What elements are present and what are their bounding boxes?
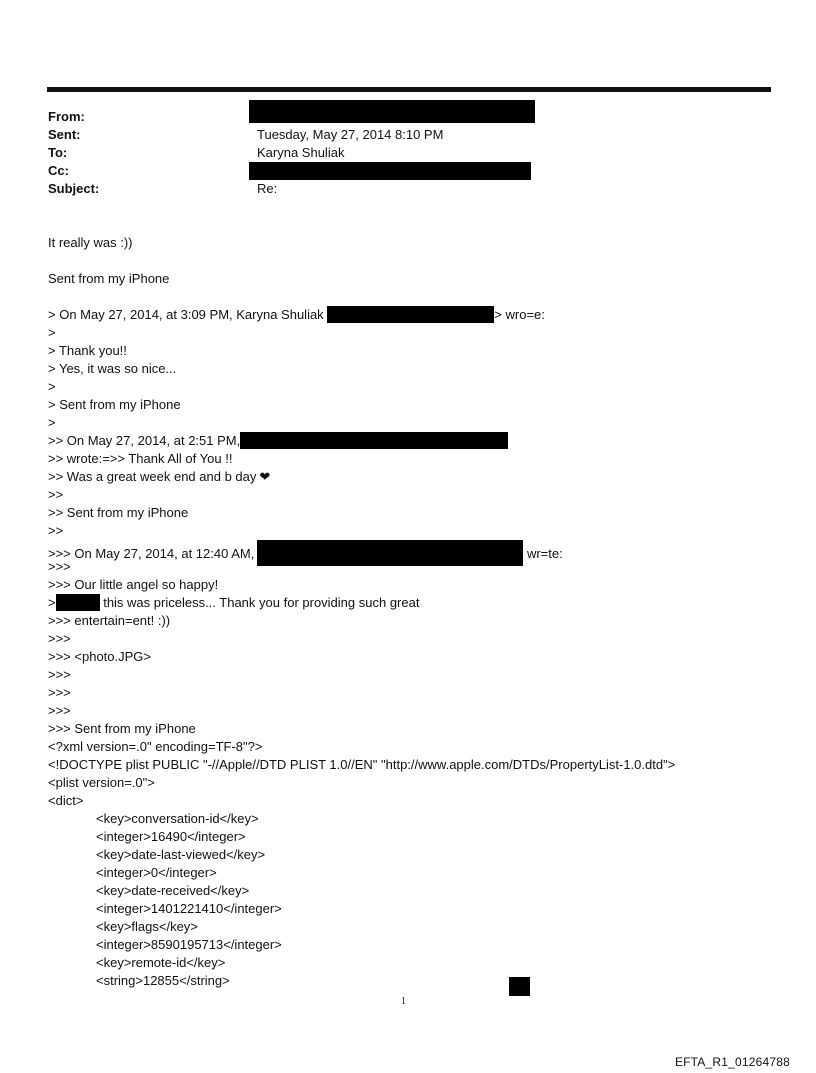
to-label: To: bbox=[48, 145, 68, 160]
header-rule bbox=[47, 87, 771, 92]
quote-line: >>> bbox=[48, 559, 71, 574]
quote-line: >> Sent from my iPhone bbox=[48, 505, 189, 520]
xml-line: <key>remote-id</key> bbox=[96, 955, 226, 970]
quote-line: >>> bbox=[48, 703, 71, 718]
xml-line: <key>date-received</key> bbox=[96, 883, 250, 898]
quote-line: >> bbox=[48, 523, 64, 538]
xml-line: <?xml version=.0" encoding=TF-8"?> bbox=[48, 739, 263, 754]
quote-line: >>> bbox=[48, 685, 71, 700]
xml-line: <key>date-last-viewed</key> bbox=[96, 847, 266, 862]
quote-line: >> bbox=[48, 487, 64, 502]
quote-line: >>> Sent from my iPhone bbox=[48, 721, 196, 736]
quote-line bbox=[48, 432, 508, 450]
email-redaction bbox=[327, 306, 494, 323]
quote-line: > Sent from my iPhone bbox=[48, 397, 181, 412]
subject-value: Re: bbox=[257, 181, 278, 196]
quote-text: > On May 27, 2014, at 3:09 PM, Karyna Shuliak bbox=[48, 307, 328, 322]
body-line: Sent from my iPhone bbox=[48, 271, 170, 286]
xml-line: <string>12855</string> bbox=[96, 973, 230, 988]
quote-text: wr=te: bbox=[523, 546, 563, 561]
quote-text: > wro=e: bbox=[494, 307, 545, 322]
name-redaction bbox=[56, 594, 100, 611]
subject-label: Subject: bbox=[48, 181, 100, 196]
xml-line: <dict> bbox=[48, 793, 84, 808]
xml-line: <plist version=.0"> bbox=[48, 775, 155, 790]
quote-line bbox=[48, 540, 563, 561]
quote-line: > bbox=[48, 325, 56, 340]
quote-line: >>> entertain=ent! :)) bbox=[48, 613, 171, 628]
cc-label: Cc: bbox=[48, 163, 69, 178]
xml-line: <key>conversation-id</key> bbox=[96, 811, 259, 826]
quote-line bbox=[48, 468, 270, 486]
quote-line: > bbox=[48, 379, 56, 394]
cc-redaction bbox=[249, 162, 531, 180]
quote-line: >> wrote:=>> Thank All of You !! bbox=[48, 451, 233, 466]
xml-line: <integer>0</integer> bbox=[96, 865, 217, 880]
xml-line: <!DOCTYPE plist PUBLIC "-//Apple//DTD PLIST 1.0//EN" "http://www.apple.com/DTDs/PropertyList-1.0.dtd"> bbox=[48, 757, 676, 772]
from-redaction bbox=[249, 100, 535, 123]
quote-text: this was priceless... Thank you for providing such great bbox=[99, 595, 420, 610]
quote-text: >> Was a great week end and b day bbox=[48, 469, 257, 484]
small-redaction bbox=[509, 977, 530, 996]
bates-number: EFTA_R1_01264788 bbox=[674, 1055, 790, 1069]
to-value: Karyna Shuliak bbox=[257, 145, 345, 160]
sent-value: Tuesday, May 27, 2014 8:10 PM bbox=[257, 127, 444, 142]
sender-redaction bbox=[257, 540, 523, 566]
heart-icon: ❤ bbox=[259, 469, 271, 484]
quote-text: >> On May 27, 2014, at 2:51 PM, bbox=[48, 433, 241, 448]
sender-redaction bbox=[240, 432, 508, 449]
quote-text: > bbox=[48, 595, 56, 610]
quote-text: >>> On May 27, 2014, at 12:40 AM, bbox=[48, 546, 255, 561]
from-label: From: bbox=[48, 109, 85, 124]
quote-line bbox=[48, 306, 545, 324]
quote-line: >>> bbox=[48, 667, 71, 682]
xml-line: <integer>8590195713</integer> bbox=[96, 937, 282, 952]
quote-line: > Yes, it was so nice... bbox=[48, 361, 177, 376]
sent-label: Sent: bbox=[48, 127, 81, 142]
xml-line: <integer>1401221410</integer> bbox=[96, 901, 282, 916]
quote-line: > bbox=[48, 415, 56, 430]
quote-line: >>> bbox=[48, 631, 71, 646]
page-number: 1 bbox=[401, 996, 406, 1007]
body-line: It really was :)) bbox=[48, 235, 133, 250]
quote-line: >>> Our little angel so happy! bbox=[48, 577, 219, 592]
xml-line: <integer>16490</integer> bbox=[96, 829, 246, 844]
quote-line: >>> <photo.JPG> bbox=[48, 649, 151, 664]
quote-line bbox=[48, 594, 419, 612]
quote-line: > Thank you!! bbox=[48, 343, 127, 358]
xml-line: <key>flags</key> bbox=[96, 919, 198, 934]
